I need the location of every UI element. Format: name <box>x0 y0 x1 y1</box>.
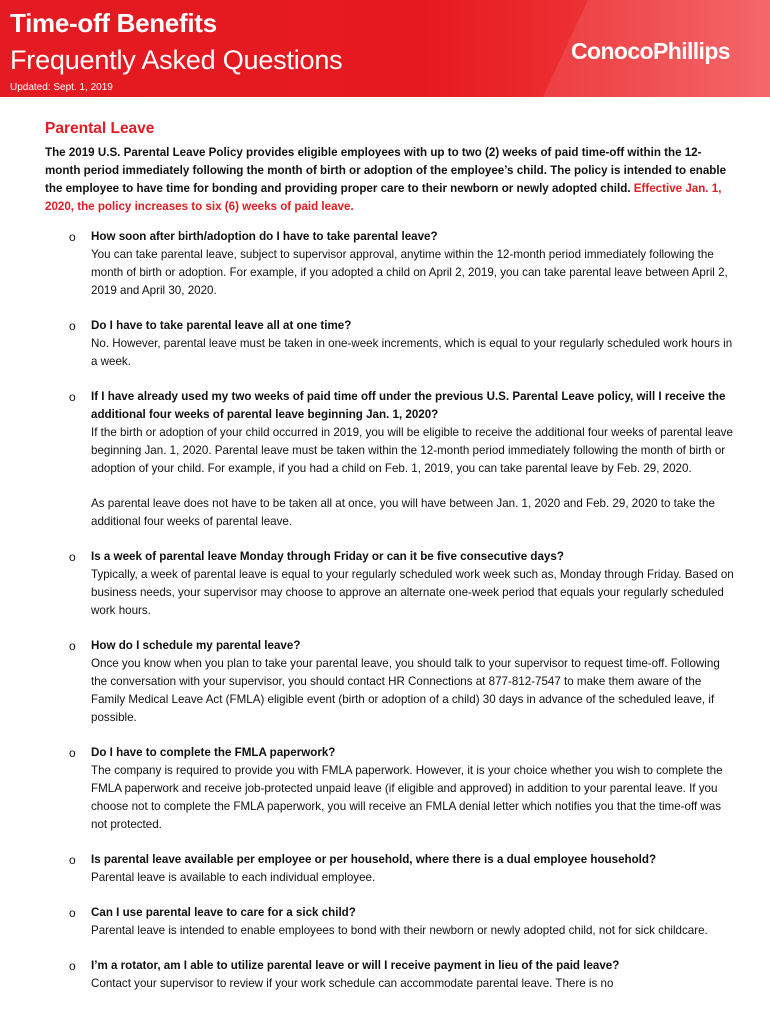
faq-answer: Contact your supervisor to review if your work schedule can accommodate parental leave. There is no <box>91 977 614 990</box>
bullet-icon: o <box>69 390 76 404</box>
faq-item <box>45 904 735 940</box>
company-logo: ConocoPhillips <box>571 38 730 64</box>
updated-date: Updated: Sept. 1, 2019 <box>10 82 113 93</box>
faq-answer: Parental leave is intended to enable employees to bond with their newborn or newly adopted child, not for sick childcare. <box>91 924 708 937</box>
faq-question: How soon after birth/adoption do I have to take parental leave? <box>91 230 438 243</box>
document-title: Time-off Benefits <box>10 8 217 38</box>
faq-item <box>45 228 735 300</box>
bullet-icon: o <box>69 959 76 973</box>
section-title: Parental Leave <box>45 120 155 137</box>
faq-question: If I have already used my two weeks of paid time off under the previous U.S. Parental Leave policy, will I receive the additional four weeks of parental leave beginning Jan. 1, 2020? <box>91 390 726 421</box>
faq-answer: No. However, parental leave must be taken in one-week increments, which is equal to your regularly scheduled work hours in a week. <box>91 337 733 368</box>
intro-highlight: Effective Jan. 1, 2020, the policy increases to six (6) weeks of paid leave. <box>45 182 722 213</box>
faq-answer: If the birth or adoption of your child occurred in 2019, you will be eligible to receive the additional four weeks of parental leave beginning Jan. 1, 2020. Parental leave must be taken within the 12-month period immediately following the month of birth or adoption of your child. For example, if you had a child on Feb. 1, 2019, you can take parental leave by Feb. 29, 2020. <box>91 426 733 475</box>
main-content <box>45 119 735 1010</box>
faq-item <box>45 957 735 993</box>
faq-item <box>45 317 735 371</box>
faq-question: Is parental leave available per employee or per household, where there is a dual employee household? <box>91 853 657 866</box>
faq-question: Do I have to complete the FMLA paperwork? <box>91 746 336 759</box>
faq-item <box>45 744 735 834</box>
faq-item <box>45 388 735 531</box>
faq-answer: Parental leave is available to each individual employee. <box>91 871 376 884</box>
faq-question: Do I have to take parental leave all at one time? <box>91 319 352 332</box>
faq-item <box>45 851 735 887</box>
faq-item <box>45 548 735 620</box>
bullet-icon: o <box>69 230 76 244</box>
faq-answer-continued: As parental leave does not have to be taken all at once, you will have between Jan. 1, 2020 and Feb. 29, 2020 to take the additional four weeks of parental leave. <box>91 497 715 528</box>
faq-answer: The company is required to provide you with FMLA paperwork. However, it is your choice whether you wish to complete the FMLA paperwork and receive job-protected unpaid leave (if eligible and approved) in addition to your parental leave. If you choose not to complete the FMLA paperwork, you will receive an FMLA denial letter which notifies you that the time-off was not protected. <box>91 764 723 831</box>
faq-item <box>45 637 735 727</box>
faq-question: I’m a rotator, am I able to utilize parental leave or will I receive payment in lieu of the paid leave? <box>91 959 620 972</box>
document-subtitle: Frequently Asked Questions <box>10 45 343 75</box>
faq-list <box>45 228 735 993</box>
bullet-icon: o <box>69 550 76 564</box>
bullet-icon: o <box>69 906 76 920</box>
faq-answer: Once you know when you plan to take your parental leave, you should talk to your supervisor to request time-off. Following the conversation with your supervisor, you should contact HR Connections at 877-812-7547 to make them aware of the Family Medical Leave Act (FMLA) eligible event (birth or adoption of a child) 30 days in advance of the scheduled leave, if possible. <box>91 657 720 724</box>
bullet-icon: o <box>69 746 76 760</box>
faq-question: Can I use parental leave to care for a sick child? <box>91 906 356 919</box>
faq-question: How do I schedule my parental leave? <box>91 639 301 652</box>
section-intro <box>45 144 735 216</box>
intro-text: The 2019 U.S. Parental Leave Policy provides eligible employees with up to two (2) weeks of paid time-off within the 12-month period immediately following the month of birth or adoption of the employee’s child. The policy is intended to enable the employee to have time for bonding and providing proper care to their newborn or newly adopted child. <box>45 146 727 195</box>
faq-answer: Typically, a week of parental leave is equal to your regularly scheduled work week such as, Monday through Friday. Based on business needs, your supervisor may choose to approve an alternate one-week period that equals your regularly scheduled work hours. <box>91 568 734 617</box>
bullet-icon: o <box>69 319 76 333</box>
faq-answer: You can take parental leave, subject to supervisor approval, anytime within the 12-month period immediately following the month of birth or adoption. For example, if you adopted a child on April 2, 2019, you can take parental leave between April 2, 2019 and April 30, 2020. <box>91 248 728 297</box>
bullet-icon: o <box>69 853 76 867</box>
bullet-icon: o <box>69 639 76 653</box>
header-banner <box>0 0 770 97</box>
faq-question: Is a week of parental leave Monday through Friday or can it be five consecutive days? <box>91 550 564 563</box>
